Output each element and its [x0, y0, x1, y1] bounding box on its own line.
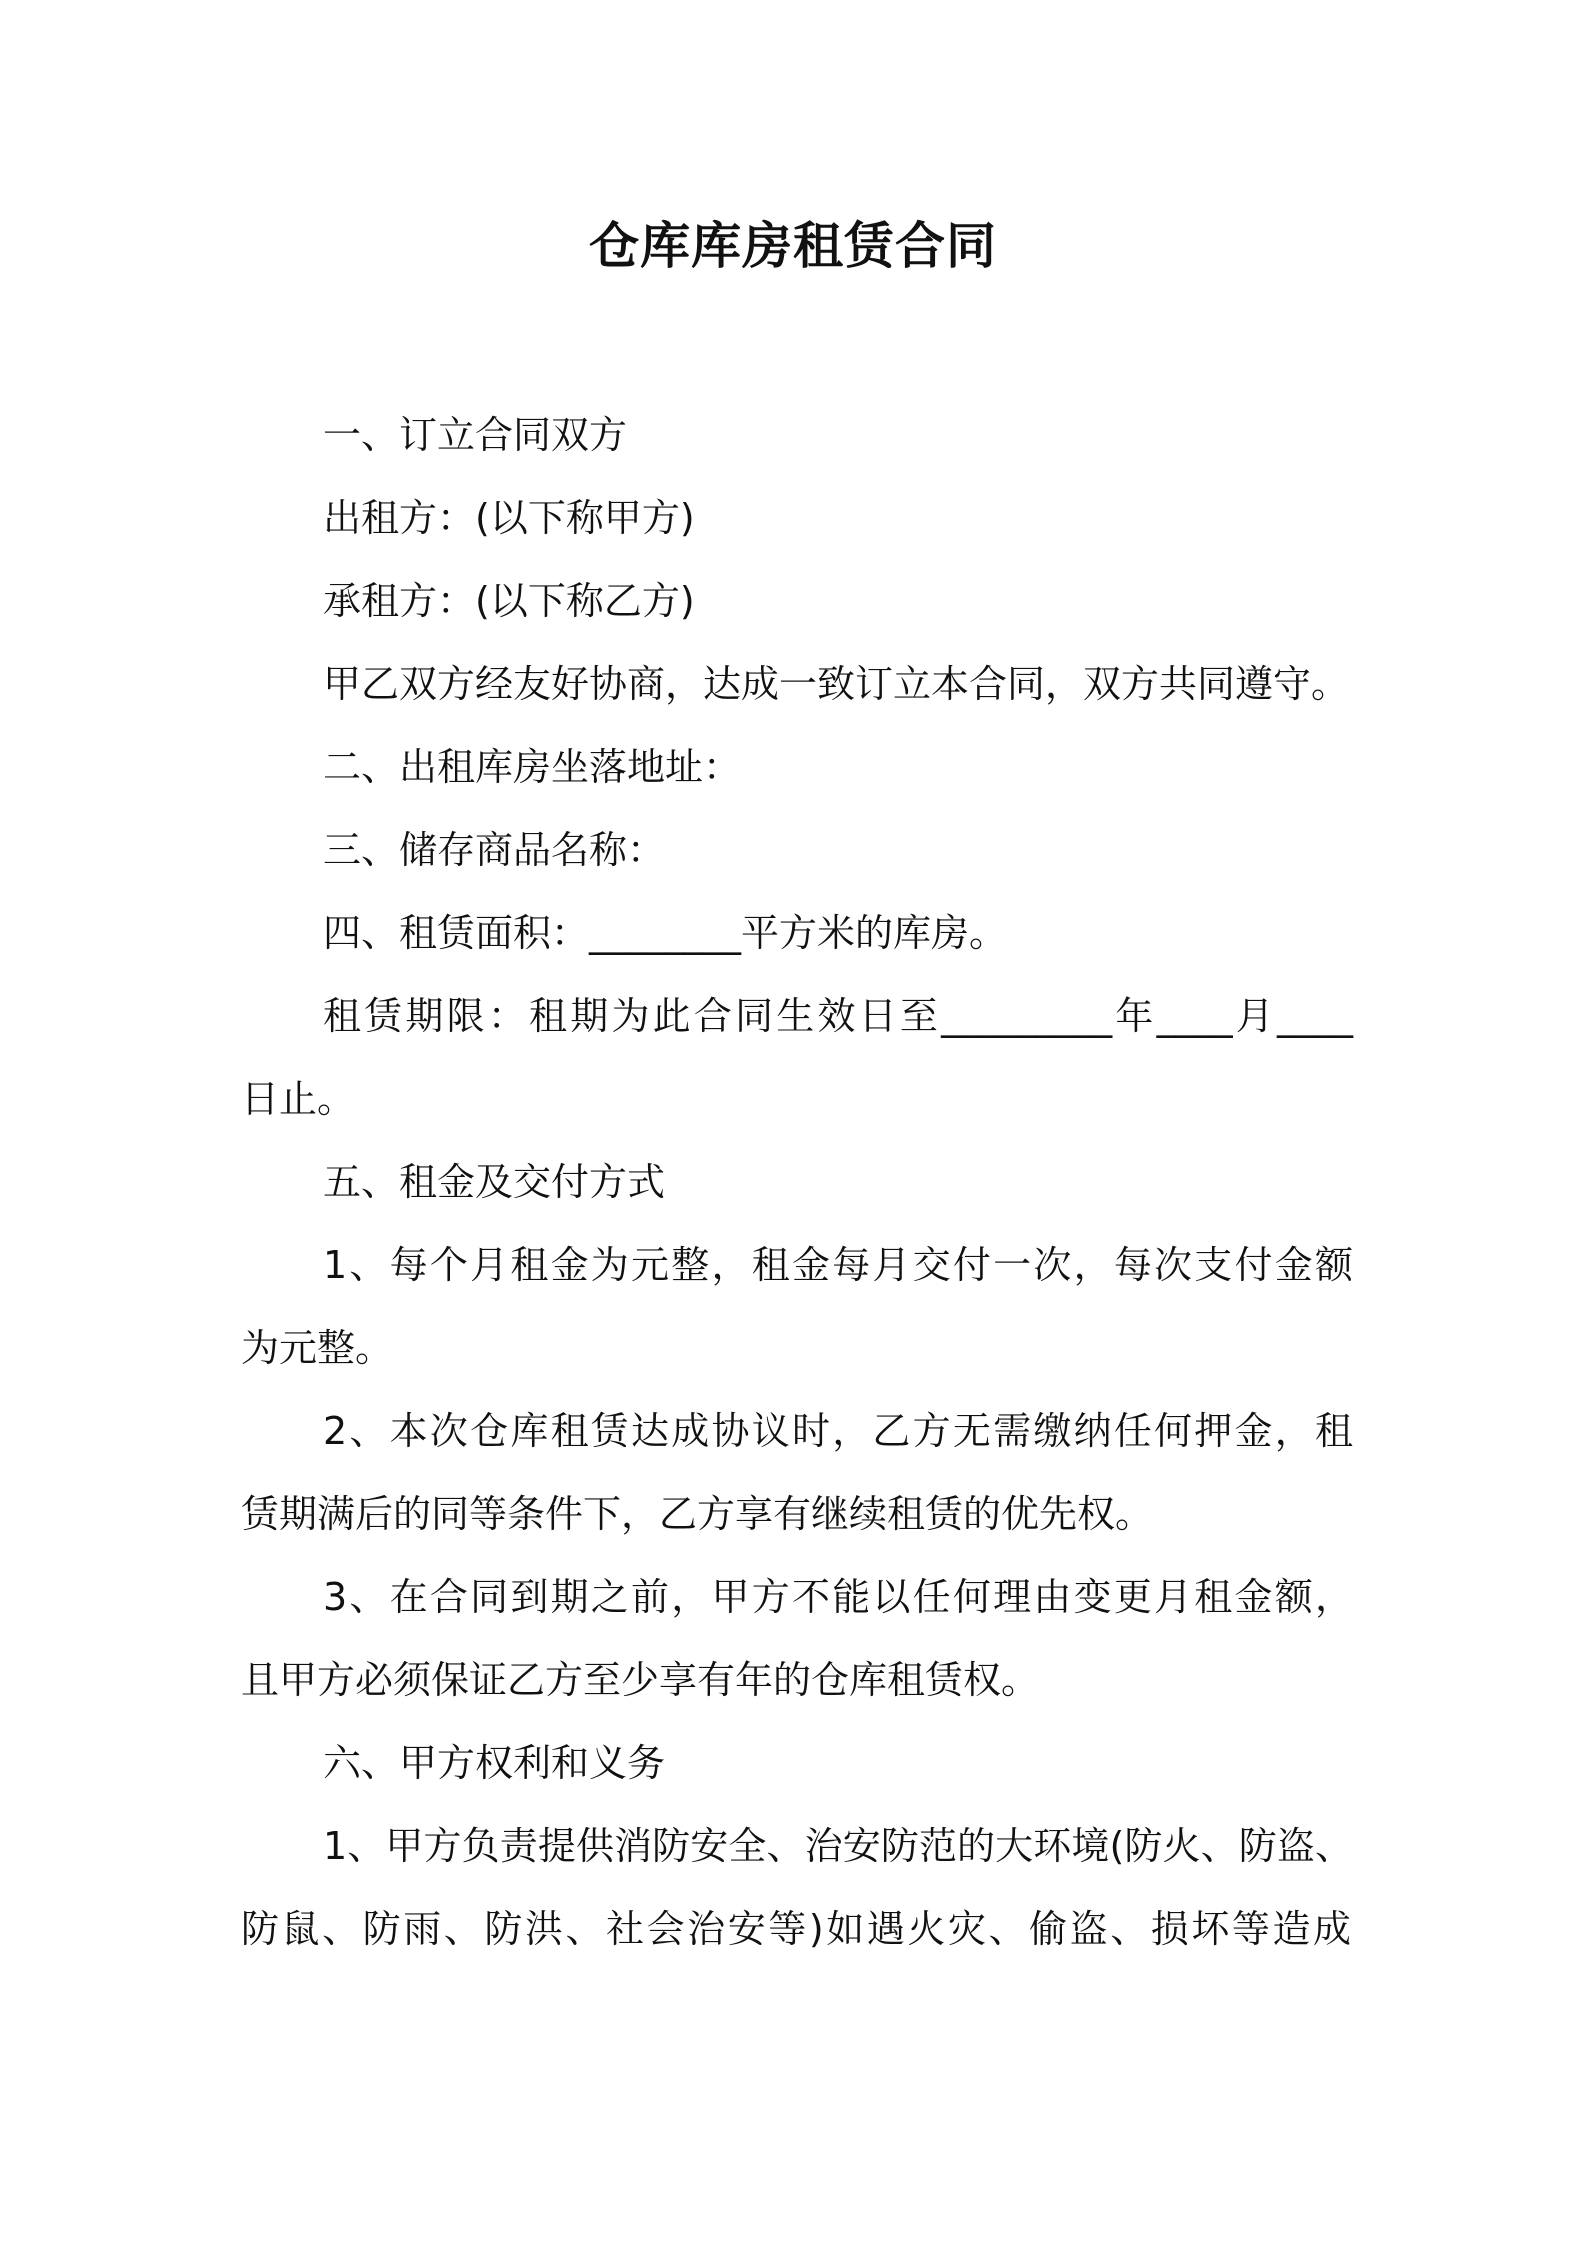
clause-6-1-line-cont: 防鼠、防雨、防洪、社会治安等)如遇火灾、偷盗、损坏等造成 [241, 1907, 1351, 1951]
section-5-heading: 五、租金及交付方式 [323, 1160, 666, 1204]
lessor-line: 出租方：(以下称甲方) [323, 496, 695, 540]
document-title: 仓库库房租赁合同 [589, 217, 997, 275]
clause-5-1-line-cont: 为元整。 [241, 1326, 394, 1370]
lessee-line: 承租方：(以下称乙方) [323, 579, 695, 623]
clause-6-1-line: 1、甲方负责提供消防安全、治安防范的大环境(防火、防盗、 [323, 1824, 1353, 1868]
agreement-line: 甲乙双方经友好协商，达成一致订立本合同，双方共同遵守。 [323, 662, 1350, 706]
clause-5-3-line: 3、在合同到期之前，甲方不能以任何理由变更月租金额， [323, 1575, 1353, 1619]
clause-5-2-line-cont: 赁期满后的同等条件下，乙方享有继续租赁的优先权。 [241, 1492, 1154, 1536]
section-6-heading: 六、甲方权利和义务 [323, 1741, 666, 1785]
section-1-heading: 一、订立合同双方 [323, 413, 628, 457]
section-4-heading: 四、租赁面积：________平方米的库房。 [323, 911, 1008, 955]
section-3-heading: 三、储存商品名称： [323, 828, 666, 872]
lease-term-line-cont: 日止。 [241, 1077, 356, 1121]
clause-5-2-line: 2、本次仓库租赁达成协议时，乙方无需缴纳任何押金，租 [323, 1409, 1353, 1453]
section-2-heading: 二、出租库房坐落地址： [323, 745, 742, 789]
clause-5-1-line: 1、每个月租金为元整，租金每月交付一次，每次支付金额 [323, 1243, 1353, 1287]
lease-term-line: 租赁期限：租期为此合同生效日至_________年____月____ [323, 994, 1353, 1038]
clause-5-3-line-cont: 且甲方必须保证乙方至少享有年的仓库租赁权。 [241, 1658, 1040, 1702]
